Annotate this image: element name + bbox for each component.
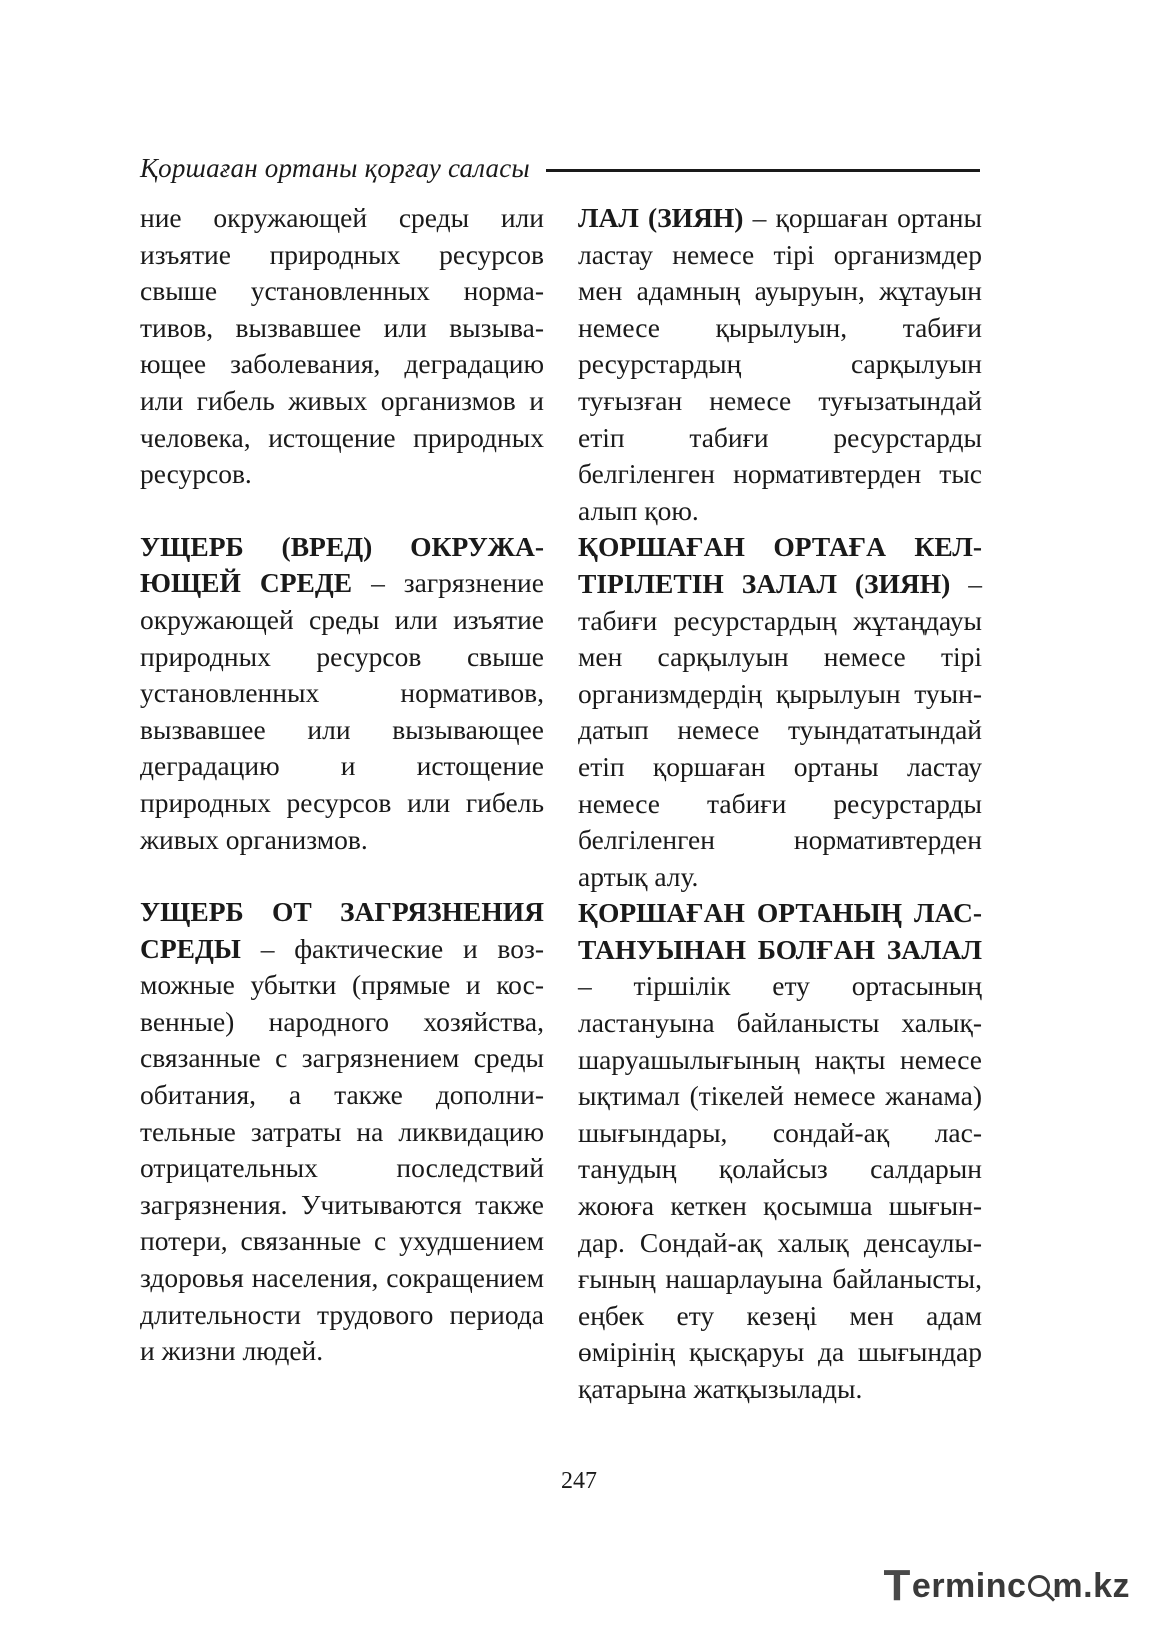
entry-term: УЩЕРБ (ВРЕД) ОКРУЖАЮЩЕЙ СРЕДЕ — [140, 530, 544, 599]
entry-term: ҚОРШАҒАН ОРТАНЫҢ ЛАСТАНУЫНАН БОЛҒАН ЗАЛАЛ — [578, 897, 982, 965]
search-icon — [1028, 1575, 1050, 1597]
entry-ushcherb-ot-zagryazneniya — [140, 894, 544, 1370]
page-number: 247 — [561, 1468, 597, 1494]
entry-term: ҚОРШАҒАН ОРТАҒА КЕЛТІРІЛЕТІН ЗАЛАЛ (ЗИЯН) — [578, 531, 982, 599]
entry-term: УЩЕРБ ОТ ЗАГРЯЗНЕНИЯ СРЕДЫ — [140, 896, 544, 964]
entry-lal-ziyan — [578, 200, 982, 529]
entry-definition: – загрязнение окружающей среды или изъятие природных ресурсов свыше установленных нормативов, вызвавшее или вызывающее деградацию и истощение природных ресурсов или гибель живых организмов. — [140, 567, 544, 855]
running-title: Қоршаған ортаны қорғау саласы — [140, 152, 530, 183]
watermark-text-a: erminc — [911, 1566, 1027, 1605]
entry-ushcherb-vred — [140, 529, 544, 858]
entry-lastanuynan-zalal — [578, 895, 982, 1407]
watermark-logo-letter: T — [883, 1561, 911, 1610]
left-column — [140, 200, 544, 1370]
entry-definition: – фактические и возможные убытки (прямые и косвенные) народного хозяйства, связанные с загрязнением среды обитания, а также дополнительные затраты на ликвидацию отрицательных последствий загрязнения. Учитываются также потери, связанные с ухудшением здоровья населения, сокращением длительности трудового периода и жизни людей. — [140, 932, 544, 1367]
entry-definition: – тіршілік ету ортасының ластануына байланысты халықшаруашылығының нақты немесе ықтимал (тікелей немесе жанама) шығындары, сондай-ақ ластанудың қолайсыз салдарын жоюға кеткен қосымша шығындар. Сондай-ақ халық денсаулығының нашарлауына байланысты, еңбек ету кезеңі мен адам өмірінің қысқаруы да шығындар қатарына жатқызылады. — [578, 970, 982, 1404]
entry-definition: – қоршаған ортаны ластау немесе тірі организмдер мен адамның ауыруын, жұтауын немесе қырылуын, табиғи ресурстардың сарқылуын туғызған немесе туғызатындай етіп табиғи ресурстарды белгіленген нормативтерден тыс алып қою. — [578, 202, 982, 526]
header-rule — [546, 169, 980, 172]
running-header — [140, 148, 980, 188]
entry-term: ЛАЛ (ЗИЯН) — [578, 202, 744, 233]
entry-korshagan-ortaga-zalal — [578, 529, 982, 895]
termincom-watermark — [884, 1561, 1130, 1611]
entry-definition: ние окружающей среды или изъятие природных ресурсов свыше установленных нормативов, вызвавшее или вызывающее заболевания, деградацию или гибель живых организмов и человека, истощение природных ресурсов. — [140, 202, 544, 490]
right-column — [578, 200, 982, 1408]
entry-continued — [140, 200, 544, 493]
watermark-text-b: m.kz — [1052, 1566, 1130, 1605]
entry-definition: – табиғи ресурстардың жұтаңдауы мен сарқылуын немесе тірі организмдердің қырылуын туындатып немесе туындататындай етіп қоршаған ортаны ластау немесе табиғи ресурстарды белгіленген нормативтерден артық алу. — [578, 567, 983, 892]
